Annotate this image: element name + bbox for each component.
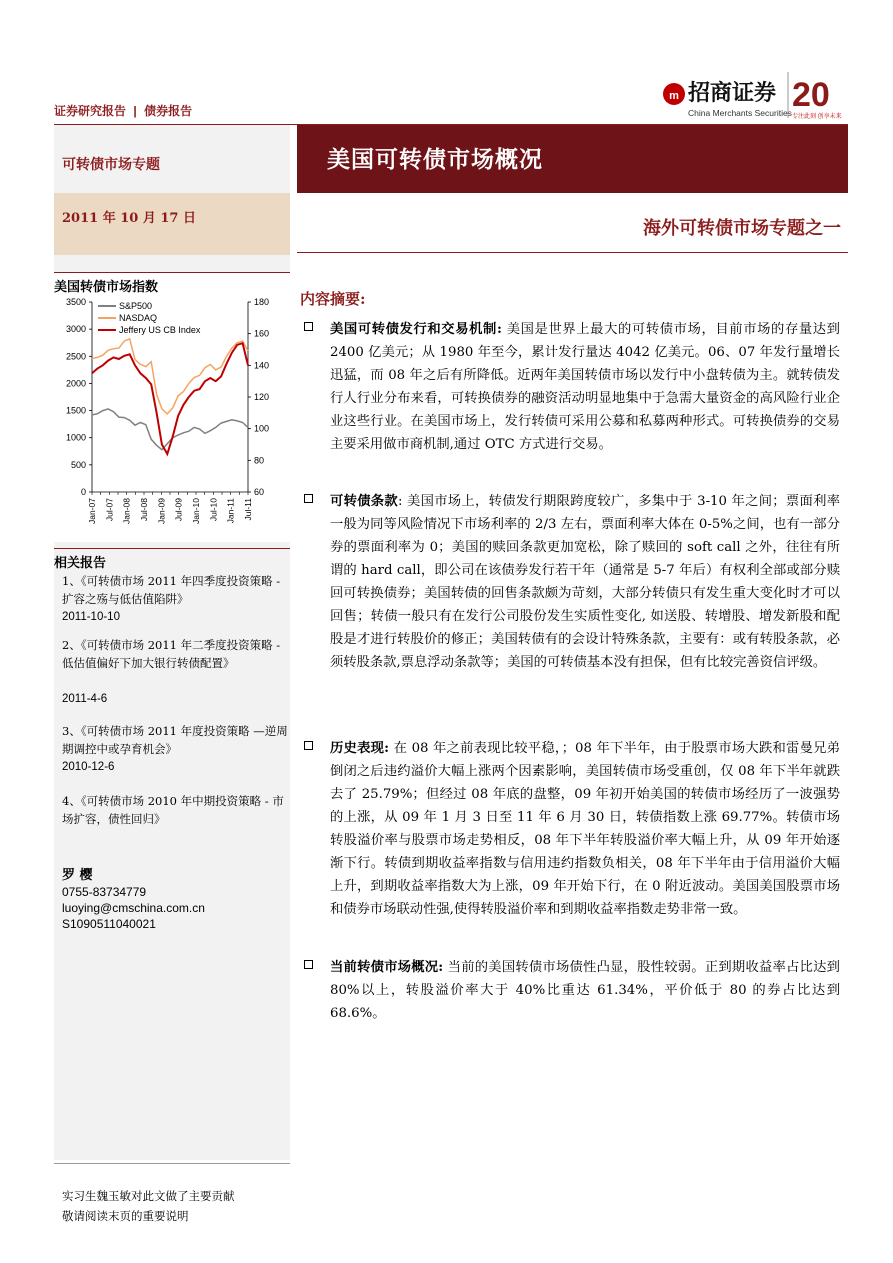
y-tick-label-left: 2500 <box>65 351 86 362</box>
x-tick-label: Jul-10 <box>208 498 219 522</box>
y-tick-label-left: 2000 <box>65 378 86 389</box>
author-contact <box>62 884 205 932</box>
series-line-nasdaq <box>92 339 248 414</box>
y-tick-label-left: 1500 <box>65 405 86 416</box>
company-logo <box>660 66 850 122</box>
author-name: 罗 樱 <box>62 868 93 883</box>
bullet-head: 历史表现: <box>330 741 390 756</box>
related-report-date: 2011-4-6 <box>62 693 108 705</box>
x-tick-label: Jan-10 <box>191 498 201 524</box>
author-email[interactable]: luoying@cmschina.com.cn <box>62 901 205 915</box>
bullet-text <box>330 956 840 1025</box>
x-tick-label: Jul-07 <box>104 498 115 522</box>
y-tick-label-right: 60 <box>254 487 265 497</box>
bullet-text <box>330 318 840 456</box>
logo-text: 招商证券 <box>688 80 777 105</box>
report-date: 2011 年 10 月 17 日 <box>62 211 196 226</box>
bullet-icon <box>304 494 313 503</box>
title-bar <box>297 125 848 193</box>
footer-contributor: 实习生魏玉敏对此文做了主要贡献 <box>62 1189 235 1203</box>
bullet-head: 当前转债市场概况: <box>330 960 444 975</box>
related-report-date: 2011-10-10 <box>62 611 120 623</box>
related-report-1[interactable] <box>62 572 288 626</box>
bullet-body: : 美国市场上，转债发行期限跨度较广，多集中于 3-10 年之间；票面利率一般为同等风险情况下市场利率的 2/3 左右，票面利率大体在 0-5%之间，也有一部分券的票面利率为 0；美国的赎回条款更加宽松，除了赎回的 soft call 之外，往往有所谓的 hard call，即公司在该债券发行若干年（通常是 5-7 年后）有权利全部或部分赎回可转换债券；美国转债的回售条款颇为苛刻，大部分转债只有发生重大变化时才可以回售；转债一般只有在发行公司股份发生实质性变化, 如送股、转增股、增发新股和配股是才进行转股价的修正；美国转债有的会设计特殊条款，主要有：或有转股条款，必须转股条款,票息浮动条款等；美国的可转债基本没有担保，但有比较完善资信评级。 <box>330 494 840 670</box>
x-tick-label: Jul-09 <box>173 498 184 522</box>
subtitle-rule <box>297 252 848 253</box>
related-report-title[interactable]: 2、《可转债市场 2011 年二季度投资策略 - 低估值偏好下加大银行转债配置》 <box>62 638 281 670</box>
date-box <box>54 193 290 255</box>
y-tick-label-left: 3500 <box>65 297 86 307</box>
anniversary-mark: 20 <box>792 76 830 114</box>
bullet-body: 在 08 年之前表现比较平稳，；08 年下半年，由于股票市场大跌和雷曼兄弟倒闭之后违约溢价大幅上涨两个因素影响，美国转债市场受重创，仅 08 年下半年就跌去了 25.79%；但经过 08 年底的盘整，09 年初开始美国的转债市场经历了一波强势的上涨，从 09 年 1 月 3 日至 11 年 6 月 30 日，转债指数上涨 69.77%。转债市场转股溢价率与股票市场走势相反，08 年下半年转股溢价率大幅上升，从 09 年开始逐渐下行。转债到期收益率指数与信用违约指数负相关，08 年下半年由于信用溢价大幅上升，到期收益率指数大为上涨，09 年开始下行，在 0 附近波动。美国美国股票市场和债券市场联动性强,使得转股溢价率和到期收益率指数走势非常一致。 <box>330 741 840 917</box>
x-tick-label: Jan-07 <box>87 498 97 524</box>
author-phone: 0755-83734779 <box>62 885 147 899</box>
page-subtitle: 海外可转债市场专题之一 <box>643 218 841 239</box>
legend-label: S&P500 <box>119 301 153 311</box>
x-tick-label: Jul-08 <box>139 498 149 522</box>
y-tick-label-left: 3000 <box>65 324 86 335</box>
logo-english: China Merchants Securities <box>688 108 792 118</box>
y-tick-label-right: 100 <box>254 423 270 434</box>
anniversary-sub: 专注此刻 创享未来 <box>792 114 842 120</box>
legend-label: Jeffery US CB Index <box>119 325 201 335</box>
y-tick-label-right: 80 <box>254 455 265 466</box>
summary-bullet-3 <box>304 737 840 947</box>
x-tick-label: Jan-08 <box>121 498 132 524</box>
breadcrumb-category[interactable]: 债券报告 <box>144 104 193 118</box>
bullet-icon <box>304 741 313 750</box>
summary-bullet-1 <box>304 318 840 483</box>
related-report-title[interactable]: 1、《可转债市场 2011 年四季度投资策略 - 扩容之殇与低估值陷阱》 <box>62 574 281 606</box>
legend-label: NASDAQ <box>119 313 158 323</box>
y-tick-label-left: 500 <box>70 459 86 470</box>
footer-disclaimer: 敬请阅读末页的重要说明 <box>62 1209 189 1223</box>
breadcrumb: 证券研究报告 | 债券报告 <box>54 104 193 118</box>
x-tick-label: Jan-09 <box>156 498 167 524</box>
x-tick-label: Jul-11 <box>243 498 253 521</box>
y-tick-label-right: 140 <box>254 360 270 371</box>
bullet-icon <box>304 960 313 969</box>
related-report-title[interactable]: 3、《可转债市场 2011 年度投资策略 —逆周期调控中或孕育机会》 <box>62 724 288 756</box>
y-tick-label-left: 1000 <box>65 432 86 443</box>
svg-text:m: m <box>669 90 679 102</box>
y-tick-label-right: 160 <box>254 328 270 339</box>
related-report-date: 2010-12-6 <box>62 761 115 773</box>
y-tick-label-left: 0 <box>80 487 86 497</box>
chart-panel <box>54 272 290 542</box>
bullet-icon <box>304 322 313 331</box>
y-tick-label-right: 180 <box>254 297 270 307</box>
related-rule <box>54 548 290 549</box>
footer-rule <box>54 1163 290 1164</box>
page-title: 美国可转债市场概况 <box>327 146 543 173</box>
related-report-2[interactable] <box>62 636 288 672</box>
author-license: S1090511040021 <box>62 917 156 931</box>
series-box <box>54 140 290 192</box>
summary-heading: 内容摘要: <box>300 290 366 308</box>
related-report-4[interactable] <box>62 792 288 828</box>
summary-bullet-2 <box>304 490 840 730</box>
x-tick-label: Jan-11 <box>225 498 236 524</box>
related-report-3[interactable] <box>62 722 288 776</box>
bullet-text <box>330 737 840 921</box>
y-tick-label-right: 120 <box>254 392 270 402</box>
bullet-text <box>330 490 840 674</box>
related-heading: 相关报告 <box>54 556 107 571</box>
related-report-title[interactable]: 4、《可转债市场 2010 年中期投资策略 - 市场扩容，债性回归》 <box>62 794 284 826</box>
index-chart <box>54 294 290 542</box>
chart-top-rule <box>54 272 290 273</box>
bullet-head: 可转债条款 <box>330 494 398 509</box>
breadcrumb-report-type[interactable]: 证券研究报告 <box>54 104 127 118</box>
bullet-body: 当前的美国转债市场债性凸显，股性较弱。正到期收益率占比达到 80%以上，转股溢价率大于 40%比重达 61.34%，平价低于 80 的券占比达到 68.6%。 <box>330 960 840 1021</box>
summary-bullet-4 <box>304 956 840 1028</box>
chart-title: 美国转债市场指数 <box>54 280 159 295</box>
footer-note <box>62 1186 235 1226</box>
bullet-head: 美国可转债发行和交易机制: <box>330 322 502 337</box>
bullet-body: 美国是世界上最大的可转债市场，目前市场的存量达到 2400 亿美元；从 1980 年至今，累计发行量达 4042 亿美元。06、07 年发行量增长迅猛，而 08 年之后有所降低。近两年美国转债市场以发行中小盘转债为主。就转债发行人行业分布来看，可转换债券的融资活动明显地集中于急需大量资金的高风险行业企业这些行业。在美国市场上，发行转债可采用公募和私募两种形式。可转换债券的交易主要采用做市商机制,通过 OTC 方式进行交易。 <box>330 322 840 452</box>
series-name: 可转债市场专题 <box>62 157 160 173</box>
